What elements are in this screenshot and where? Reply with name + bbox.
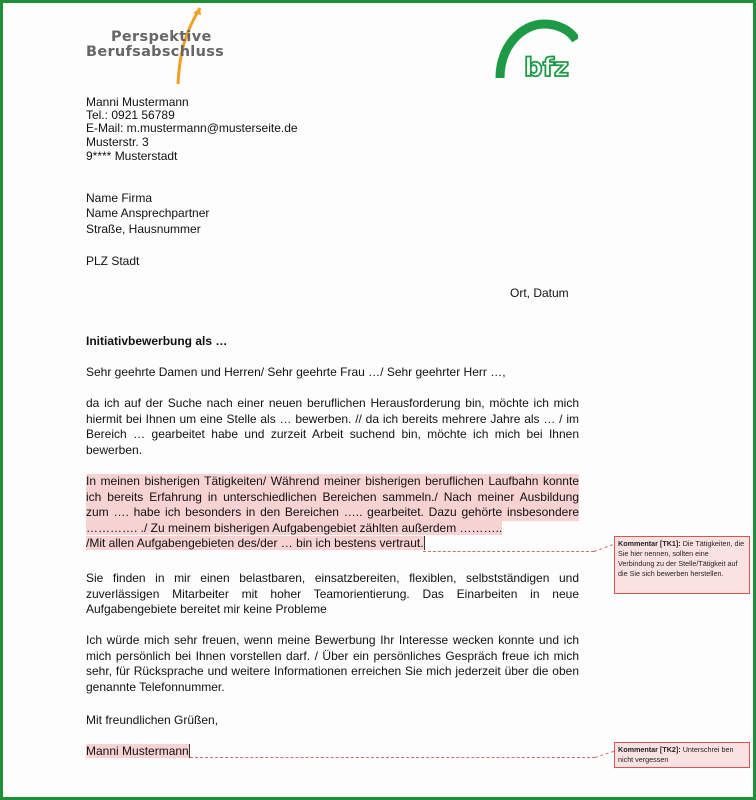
highlighted-paragraph [86, 474, 579, 552]
bfz-logo [494, 18, 578, 87]
bfz-text: bfz [524, 53, 570, 82]
comment-leader-2 [190, 757, 595, 758]
recipient-street: Straße, Hausnummer [86, 222, 201, 236]
subject-line: Initiativbewerbung als … [86, 334, 228, 348]
comment-leader-1 [423, 551, 594, 552]
comment-tk1-label: Kommentar [TK1]: [618, 539, 681, 548]
sender-name: Manni Mustermann [86, 95, 189, 109]
recipient-company: Name Firma [86, 191, 153, 205]
sender-city: 9**** Musterstadt [86, 149, 178, 163]
comment-tk2-text: Unterschrei ben nicht vergessen [618, 745, 734, 764]
comment-tk1-text: Die Tätigkeiten, die Sie hier nennen, sollten eine Verbindung zu der Stelle/Tätigkeit auf die Sie sich bewerben herstellen. [618, 539, 745, 578]
sender-tel: Tel.: 0921 56789 [86, 108, 175, 122]
comment-tk1[interactable] [614, 536, 750, 594]
highlight-line-4: …………. ./ Zu meinem bisherigen Aufgabengebiet zählten außerdem ……….. [86, 520, 503, 535]
recipient-contact: Name Ansprechpartner [86, 206, 210, 220]
highlight-line-1: In meinen bisherigen Tätigkeiten/ Während meiner bisherigen beruflichen Laufbahn konnte [86, 474, 579, 488]
sender-email: E-Mail: m.mustermann@musterseite.de [86, 121, 298, 135]
highlight-line-2: ich bereits Erfahrung in unterschiedlichen Bereichen sammeln./ Nach meiner Ausbildung [86, 489, 579, 504]
paragraph-3: Sie finden in mir einen belastbaren, einsatzbereiten, flexiblen, selbstständigen und zuverlässigen Mitarbeiter mit hoher Teamorientierung. Das Einarbeiten in neue Aufgabengebiete bereitet mir keine Probleme [86, 571, 579, 617]
signature [86, 744, 190, 758]
paragraph-4: Ich würde mich sehr freuen, wenn meine Bewerbung Ihr Interesse wecken konnte und ich mich persönlich bei Ihnen vorstellen darf. / Über ein persönliches Gespräch freue ich mich sehr, für Rücksprache und weitere Informationen erreichen Sie mich jederzeit über die oben genannte Telefonnummer. [86, 633, 579, 694]
sender-street: Musterstr. 3 [86, 135, 149, 149]
signature-text: Manni Mustermann [86, 744, 189, 758]
highlight-line-5: /Mit allen Aufgabengebieten des/der … bin ich bestens vertraut. [86, 536, 424, 551]
comment-tk2[interactable] [614, 742, 750, 768]
closing: Mit freundlichen Grüßen, [86, 713, 219, 727]
salutation: Sehr geehrte Damen und Herren/ Sehr geehrte Frau …/ Sehr geehrter Herr …, [86, 365, 506, 379]
highlight-line-3: zum …. habe ich besonders in den Bereichen ….. gearbeitet. Dazu gehörte insbesondere [86, 505, 579, 520]
paragraph-1: da ich auf der Suche nach einer neuen beruflichen Herausforderung bin, möchte ich mich hiermit bei Ihnen um eine Stelle als … bewerben. // da ich bereits mehrere Jahre als … / im Bereich … gearbeitet habe und zurzeit Arbeit suchend bin, möchte ich mich bei Ihnen bewerben. [86, 396, 579, 457]
date-line: Ort, Datum [510, 286, 569, 300]
logo-line2: Berufsabschluss [86, 44, 225, 60]
perspektive-logo [84, 24, 224, 80]
comment-tk2-label: Kommentar [TK2]: [618, 745, 681, 754]
logo-line1: Perspektive [111, 29, 212, 45]
recipient-city: PLZ Stadt [86, 254, 140, 268]
